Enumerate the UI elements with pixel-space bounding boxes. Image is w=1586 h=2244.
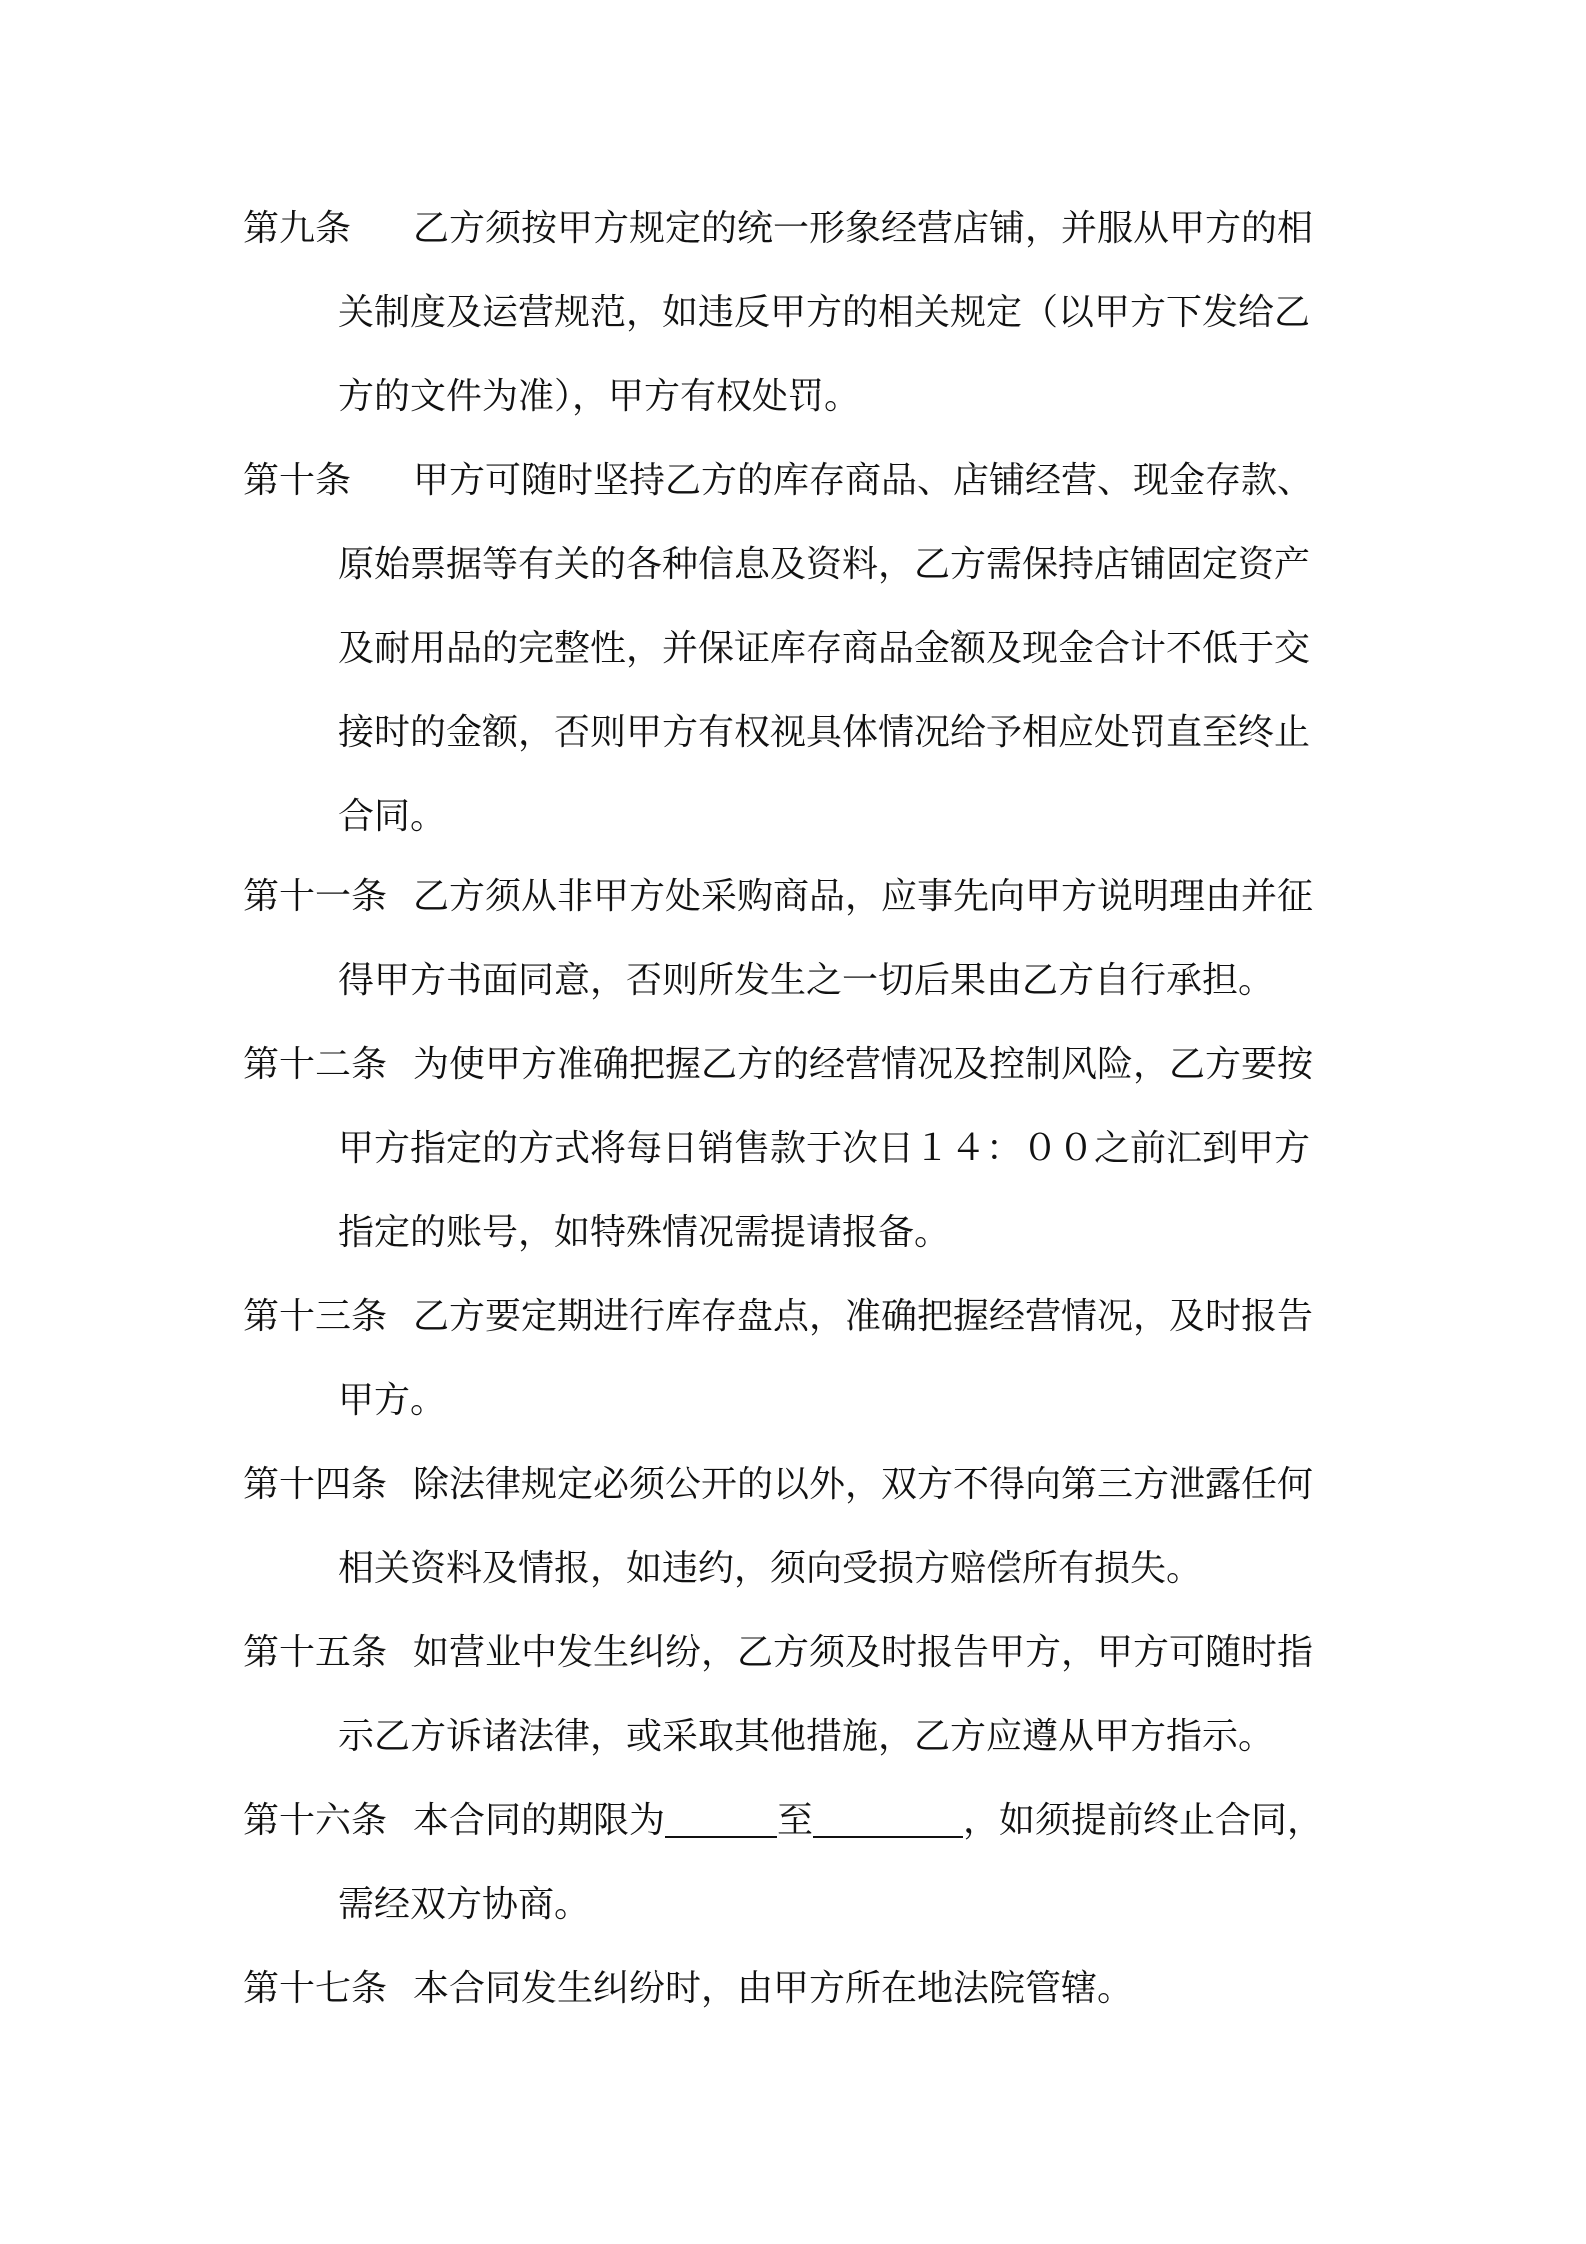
article-text-line: 甲方可随时坚持乙方的库存商品、店铺经营、现金存款、: [413, 460, 1314, 501]
article-text-line: 及耐用品的完整性，并保证库存商品金额及现金合计不低于交: [338, 628, 1311, 669]
article-16: [243, 1795, 1353, 1925]
article-text-line: 甲方指定的方式将每日销售款于次日１４：００之前汇到甲方: [338, 1128, 1311, 1169]
article-label: 第九条: [243, 208, 352, 249]
term-text-to: 至: [777, 1800, 814, 1841]
article-text-line: 指定的账号，如特殊情况需提请报备。: [338, 1212, 951, 1253]
start-date-field[interactable]: [665, 1796, 777, 1838]
article-text-line: 乙方要定期进行库存盘点，准确把握经营情况，及时报告: [413, 1296, 1314, 1337]
article-text-line: 得甲方书面同意，否则所发生之一切后果由乙方自行承担。: [338, 960, 1275, 1001]
article-text-line: 为使甲方准确把握乙方的经营情况及控制风险，乙方要按: [413, 1044, 1314, 1085]
article-10: [243, 455, 1353, 837]
article-label: 第十五条: [243, 1632, 388, 1673]
article-label: 第十三条: [243, 1296, 388, 1337]
article-text-line: 乙方须按甲方规定的统一形象经营店铺，并服从甲方的相: [413, 208, 1314, 249]
article-text-line: 需经双方协商。: [338, 1884, 591, 1925]
article-17: [243, 1963, 1353, 2009]
article-text-line: 本合同发生纠纷时，由甲方所在地法院管辖。: [413, 1968, 1134, 2009]
article-text-line: 合同。: [338, 796, 447, 837]
article-15: [243, 1627, 1353, 1757]
article-label: 第十六条: [243, 1800, 388, 1841]
article-label: 第十七条: [243, 1968, 388, 2009]
article-label: 第十一条: [243, 876, 388, 917]
article-label: 第十条: [243, 460, 352, 501]
article-text-line: 示乙方诉诸法律，或采取其他措施，乙方应遵从甲方指示。: [338, 1716, 1275, 1757]
term-text-suffix: ，如须提前终止合同，: [963, 1800, 1324, 1841]
article-text-line: 如营业中发生纠纷，乙方须及时报告甲方，甲方可随时指: [413, 1632, 1314, 1673]
article-text-line: 方的文件为准），甲方有权处罚。: [338, 376, 861, 417]
article-text-line: 原始票据等有关的各种信息及资料，乙方需保持店铺固定资产: [338, 544, 1311, 585]
article-14: [243, 1459, 1353, 1589]
article-text-line: 接时的金额，否则甲方有权视具体情况给予相应处罚直至终止: [338, 712, 1311, 753]
end-date-field[interactable]: [813, 1796, 963, 1838]
article-text-line: 相关资料及情报，如违约，须向受损方赔偿所有损失。: [338, 1548, 1203, 1589]
term-text-prefix: 本合同的期限为: [413, 1800, 666, 1841]
article-13: [243, 1291, 1353, 1421]
article-label: 第十四条: [243, 1464, 388, 1505]
article-12: [243, 1039, 1353, 1253]
article-text-line: 关制度及运营规范，如违反甲方的相关规定（以甲方下发给乙: [338, 292, 1311, 333]
contract-term-line: [413, 1795, 1323, 1847]
article-text-line: 乙方须从非甲方处采购商品，应事先向甲方说明理由并征: [413, 876, 1314, 917]
article-text-line: 甲方。: [338, 1380, 447, 1421]
article-9: [243, 203, 1353, 417]
article-label: 第十二条: [243, 1044, 388, 1085]
article-text-line: 除法律规定必须公开的以外，双方不得向第三方泄露任何: [413, 1464, 1314, 1505]
article-11: [243, 871, 1353, 1001]
